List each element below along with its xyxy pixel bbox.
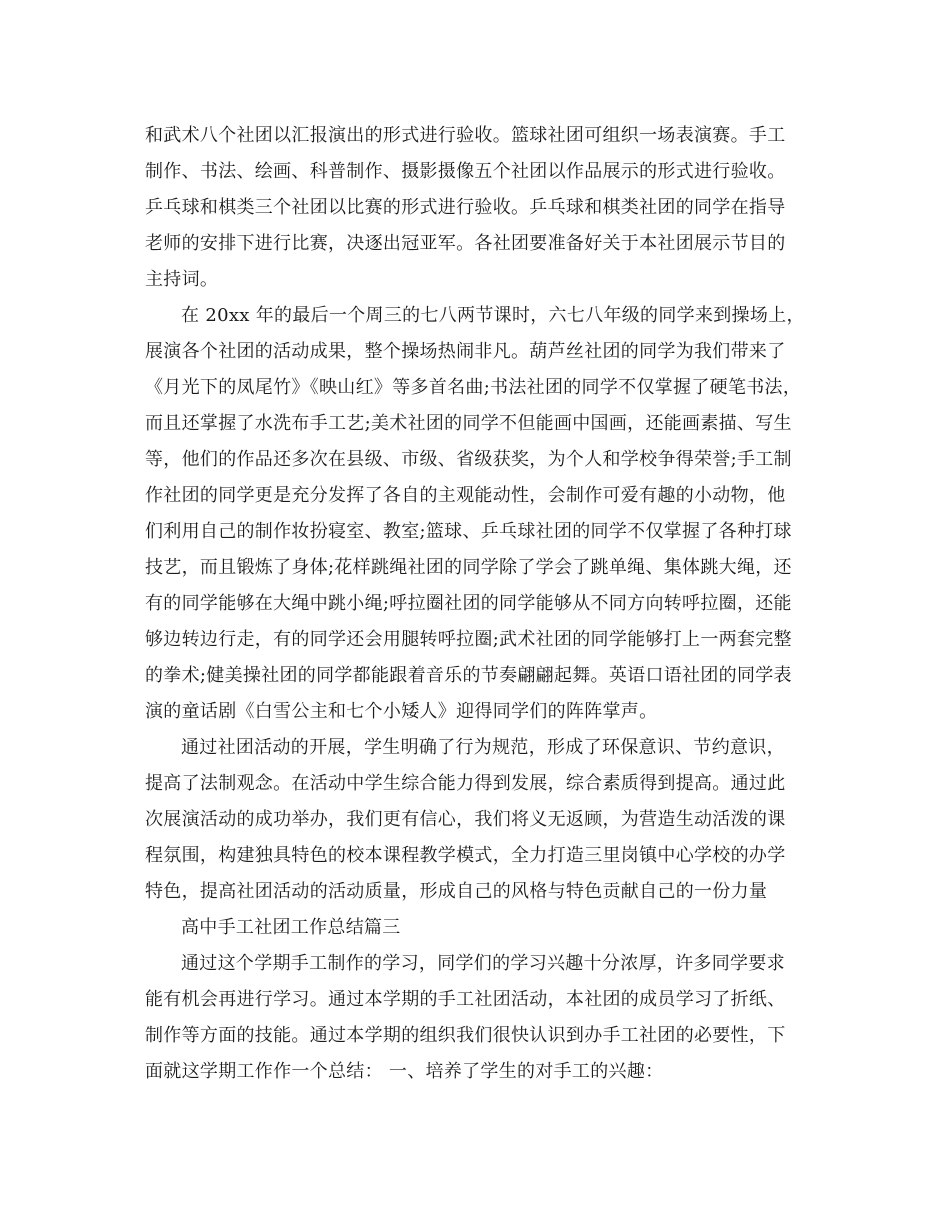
text-line: 程氛围，构建独具特色的校本课程教学模式，全力打造三里岗镇中心学校的办学: [145, 845, 786, 866]
paragraph-start-line: 在 20xx 年的最后一个周三的七八两节课时，六七八年级的同学来到操场上，: [181, 305, 805, 326]
text-line: 而且还掌握了水洗布手工艺;美术社团的同学不但能画中国画，还能画素描、写生: [145, 413, 792, 434]
text-line: 特色，提高社团活动的活动质量，形成自己的风格与特色贡献自己的一份力量: [145, 881, 768, 902]
text-line: 面就这学期工作作一个总结： 一、培养了学生的对手工的兴趣：: [145, 1061, 664, 1082]
text-line: 老师的安排下进行比赛，决逐出冠亚军。各社团要准备好关于本社团展示节目的: [145, 233, 786, 254]
text-line: 们利用自己的制作妆扮寝室、教室;篮球、乒乓球社团的同学不仅掌握了各种打球: [145, 521, 792, 542]
text-line: 作社团的同学更是充分发挥了各自的主观能动性，会制作可爱有趣的小动物，他: [145, 485, 786, 506]
text-line: 乒乓球和棋类三个社团以比赛的形式进行验收。乒乓球和棋类社团的同学在指导: [145, 197, 786, 218]
section-heading: 高中手工社团工作总结篇三: [181, 917, 401, 938]
text-line: 等，他们的作品还多次在县级、市级、省级获奖，为个人和学校争得荣誉;手工制: [145, 449, 792, 470]
paragraph-start-line: 通过社团活动的开展，学生明确了行为规范，形成了环保意识、节约意识，: [181, 737, 785, 758]
text-line: 展演各个社团的活动成果，整个操场热闹非凡。葫芦丝社团的同学为我们带来了: [145, 341, 786, 362]
text-line: 有的同学能够在大绳中跳小绳;呼拉圈社团的同学能够从不同方向转呼拉圈，还能: [145, 593, 792, 614]
text-line: 够边转边行走，有的同学还会用腿转呼拉圈;武术社团的同学能够打上一两套完整: [145, 629, 792, 650]
text-line: 技艺，而且锻炼了身体;花样跳绳社团的同学除了学会了跳单绳、集体跳大绳，还: [145, 557, 792, 578]
text-line: 提高了法制观念。在活动中学生综合能力得到发展，综合素质得到提高。通过此: [145, 773, 786, 794]
text-line: 主持词。: [145, 269, 219, 290]
text-line: 能有机会再进行学习。通过本学期的手工社团活动，本社团的成员学习了折纸、: [145, 989, 786, 1010]
text-line: 制作等方面的技能。通过本学期的组织我们很快认识到办手工社团的必要性，下: [145, 1025, 786, 1046]
text-line: 次展演活动的成功举办，我们更有信心，我们将义无返顾，为营造生动活泼的课: [145, 809, 786, 830]
text-line: 《月光下的凤尾竹》《映山红》等多首名曲;书法社团的同学不仅掌握了硬笔书法，: [145, 377, 802, 398]
text-line: 和武术八个社团以汇报演出的形式进行验收。篮球社团可组织一场表演赛。手工: [145, 125, 786, 146]
document-body: [145, 118, 825, 1090]
paragraph-start-line: 通过这个学期手工制作的学习，同学们的学习兴趣十分浓厚，许多同学要求: [181, 953, 785, 974]
text-line: 演的童话剧《白雪公主和七个小矮人》迎得同学们的阵阵掌声。: [145, 701, 658, 722]
text-line: 制作、书法、绘画、科普制作、摄影摄像五个社团以作品展示的形式进行验收。: [145, 161, 786, 182]
text-line: 的拳术;健美操社团的同学都能跟着音乐的节奏翩翩起舞。英语口语社团的同学表: [145, 665, 792, 686]
